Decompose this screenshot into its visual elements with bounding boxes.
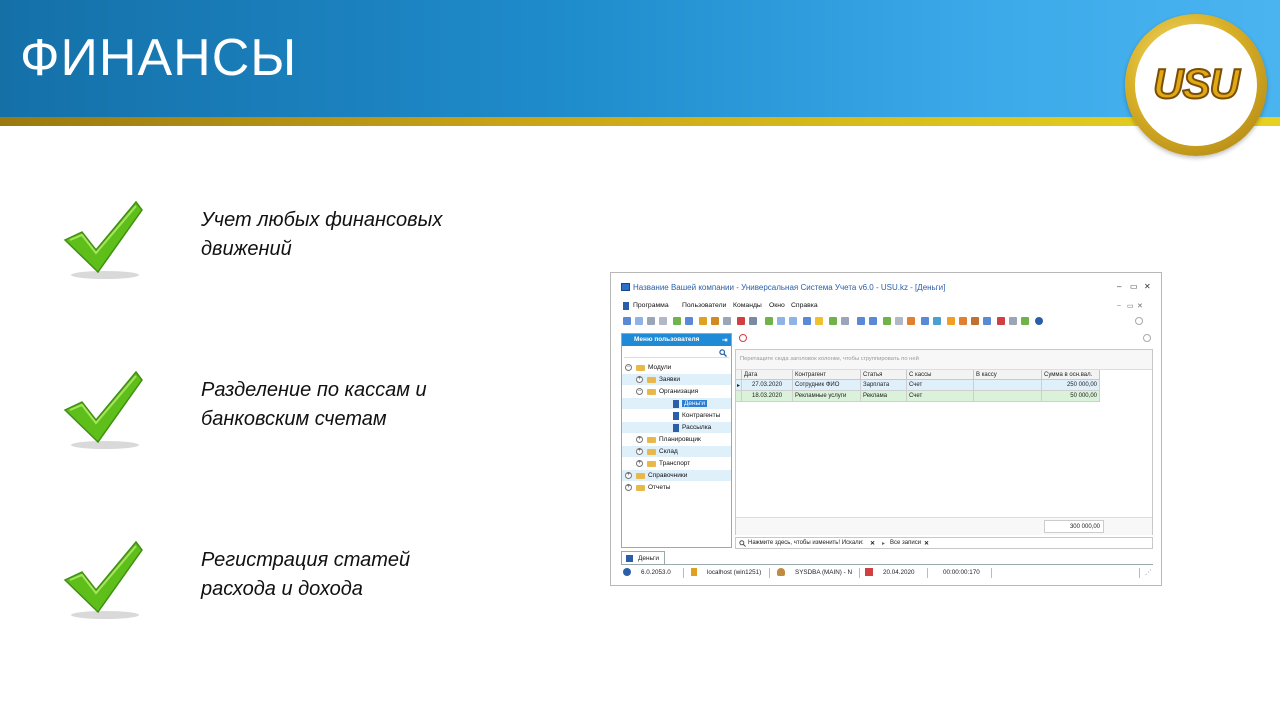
user-icon (777, 568, 785, 576)
logo-inner (1135, 24, 1257, 146)
tree-item[interactable] (622, 458, 731, 469)
folder-icon (636, 365, 645, 371)
toolbar-button-icon[interactable] (737, 317, 745, 325)
search-icon[interactable] (719, 349, 727, 357)
status-divider (927, 568, 928, 578)
toolbar-button-icon[interactable] (685, 317, 693, 325)
document-icon (673, 400, 679, 408)
toolbar-button-icon[interactable] (841, 317, 849, 325)
toolbar-button-icon[interactable] (1021, 317, 1029, 325)
column-header-label: Статья (863, 372, 883, 378)
tree-item-label: Контрагенты (682, 412, 721, 419)
folder-icon (636, 485, 645, 491)
bullet-text (201, 546, 531, 604)
toolbar-overflow-icon[interactable] (1135, 317, 1143, 325)
tree-item[interactable] (622, 398, 731, 409)
menu-help[interactable]: Справка (791, 302, 818, 309)
header-stripe (0, 117, 1280, 126)
document-icon (673, 412, 679, 420)
toolbar-button-icon[interactable] (947, 317, 955, 325)
app-window (610, 272, 1162, 586)
bullet-line-1: Учет любых финансовых (201, 209, 443, 231)
status-divider (859, 568, 860, 578)
table-cell[interactable] (1042, 380, 1100, 391)
table-cell-value: Счет (909, 393, 923, 399)
table-cell[interactable] (974, 380, 1042, 391)
bullet-text (201, 376, 531, 434)
toolbar-button-icon[interactable] (895, 317, 903, 325)
window-title: Название Вашей компании - Универсальная Система Учета v6.0 - USU.kz - [Деньги] (633, 283, 946, 292)
folder-icon (647, 461, 656, 467)
toolbar-button-icon[interactable] (997, 317, 1005, 325)
tab-money-label: Деньги (638, 555, 659, 562)
check-icon (60, 538, 150, 623)
date-text: 20.04.2020 (883, 569, 915, 576)
slide-title: ФИНАНСЫ (20, 29, 298, 87)
toolbar-button-icon[interactable] (1009, 317, 1017, 325)
toolbar-button-icon[interactable] (815, 317, 823, 325)
folder-icon (647, 389, 656, 395)
toolbar-button-icon[interactable] (623, 317, 631, 325)
total-sum (1044, 520, 1104, 533)
cancel-icon[interactable] (739, 334, 747, 342)
menu-search-field[interactable] (624, 348, 729, 358)
all-records-clear-icon[interactable]: ✕ (924, 541, 930, 547)
grid-toolbar-overflow-icon[interactable] (1143, 334, 1151, 342)
folder-icon (636, 473, 645, 479)
column-header[interactable] (907, 370, 974, 380)
toolbar-button-icon[interactable] (647, 317, 655, 325)
total-sum-value: 300 000,00 (1069, 524, 1100, 530)
column-header[interactable] (793, 370, 861, 380)
folder-icon (647, 437, 656, 443)
toolbar-button-icon[interactable] (959, 317, 967, 325)
expand-icon[interactable]: + (637, 436, 642, 442)
tree-item[interactable] (622, 386, 731, 397)
bullet-line-2: расхода и дохода (201, 578, 363, 600)
user-text: SYSDBA (MAIN) - N (795, 569, 853, 576)
status-divider (991, 568, 992, 578)
info-icon[interactable] (1035, 317, 1043, 325)
check-icon (60, 368, 150, 453)
menu-program[interactable]: Программа (633, 302, 669, 309)
current-row-icon: ▸ (737, 383, 741, 389)
toolbar-button-icon[interactable] (983, 317, 991, 325)
tree-item[interactable] (622, 362, 731, 373)
column-header-label: Контрагент (795, 372, 827, 378)
toolbar-button-icon[interactable] (635, 317, 643, 325)
column-header-label: Дата (744, 372, 758, 378)
group-by-panel[interactable] (736, 350, 1152, 370)
column-header-label: С кассы (909, 372, 932, 378)
tree-item-label: Отчеты (648, 484, 671, 491)
table-cell-value: Зарплата (863, 382, 890, 388)
table-cell[interactable] (742, 380, 793, 391)
table-cell-value: 250 000,00 (1066, 382, 1097, 388)
tree-item-label: Модули (648, 364, 672, 371)
version-text: 6.0.2053.0 (641, 569, 671, 576)
tree-item[interactable] (622, 482, 731, 493)
close-button[interactable]: ✕ (1144, 282, 1151, 291)
tree-item-label: Организация (659, 388, 699, 395)
table-cell[interactable] (861, 391, 907, 402)
bullet-line-2: движений (201, 238, 292, 260)
filter-clear-icon[interactable]: ✕ (870, 541, 876, 547)
document-icon (673, 424, 679, 432)
menu-bar (621, 301, 1151, 312)
filter-bar[interactable] (735, 537, 1153, 549)
expand-icon[interactable]: + (626, 484, 631, 490)
tree-item-label: Деньги (684, 400, 705, 407)
toolbar-button-icon[interactable] (883, 317, 891, 325)
all-records-label[interactable]: Все записи (890, 540, 922, 546)
toolbar-button-icon[interactable] (971, 317, 979, 325)
info-status-icon (623, 568, 631, 576)
tree-item[interactable] (622, 410, 731, 421)
column-header[interactable] (1042, 370, 1100, 380)
calendar-icon (865, 568, 873, 576)
tab-money[interactable] (621, 551, 665, 564)
user-menu-panel (621, 333, 732, 548)
table-cell-value: 27.03.2020 (752, 382, 783, 388)
tree-item-label: Транспорт (659, 460, 691, 467)
logo-text: USU (1153, 60, 1239, 107)
toolbar-button-icon[interactable] (921, 317, 929, 325)
table-cell-value: 18.03.2020 (752, 393, 783, 399)
status-divider (1139, 568, 1140, 578)
tree-item-label: Заявки (659, 376, 680, 383)
minimize-button[interactable]: – (1117, 282, 1122, 291)
bullet-line-2: банковским счетам (201, 408, 387, 430)
arrow-right-icon: ▸ (882, 541, 886, 547)
server-text: localhost (win1251) (707, 569, 762, 576)
table-cell[interactable] (793, 380, 861, 391)
title-bar (611, 273, 1161, 299)
table-cell[interactable] (861, 380, 907, 391)
tree-item-label: Склад (659, 448, 678, 455)
column-header[interactable] (861, 370, 907, 380)
menu-commands[interactable]: Команды (733, 302, 762, 309)
table-cell[interactable] (1042, 391, 1100, 402)
user-menu-title: Меню пользователя (634, 336, 700, 343)
database-icon (691, 568, 697, 576)
table-cell-value: 50 000,00 (1070, 393, 1097, 399)
toolbar-button-icon[interactable] (777, 317, 785, 325)
status-bar (621, 567, 1153, 579)
table-cell[interactable] (907, 391, 974, 402)
tree-item-label: Справочники (648, 472, 688, 479)
tree-item[interactable] (622, 422, 731, 433)
grid-toolbar (735, 333, 1153, 345)
filter-hint[interactable]: Нажмите здесь, чтобы изменить! Искали: (748, 540, 864, 546)
table-cell-value: Реклама (863, 393, 888, 399)
filter-search-icon (739, 540, 746, 547)
mdi-minimize-button[interactable]: – (1117, 302, 1121, 309)
folder-icon (647, 449, 656, 455)
toolbar-button-icon[interactable] (907, 317, 915, 325)
bullet-3 (0, 538, 560, 628)
tab-doc-icon (626, 555, 633, 562)
table-cell[interactable] (907, 380, 974, 391)
usu-logo (1125, 14, 1267, 156)
tree-item[interactable] (622, 470, 731, 481)
toolbar-button-icon[interactable] (789, 317, 797, 325)
toolbar-button-icon[interactable] (869, 317, 877, 325)
money-grid (735, 349, 1153, 535)
toolbar-button-icon[interactable] (765, 317, 773, 325)
tree-item[interactable] (622, 434, 731, 445)
folder-icon (647, 377, 656, 383)
mdi-restore-button[interactable]: ▭ (1127, 303, 1134, 310)
toolbar-button-icon[interactable] (803, 317, 811, 325)
column-header-label: В кассу (976, 372, 997, 378)
bullet-line-1: Разделение по кассам и (201, 379, 427, 401)
check-icon (60, 198, 150, 283)
bullet-line-1: Регистрация статей (201, 549, 411, 571)
table-cell-value: Рекламные услуги (795, 393, 847, 399)
expand-icon[interactable]: + (626, 472, 631, 478)
table-cell[interactable] (742, 391, 793, 402)
column-header[interactable] (742, 370, 793, 380)
tree-item-label: Планировщик (659, 436, 701, 443)
tree-item-label: Рассылка (682, 424, 712, 431)
expand-icon[interactable]: + (637, 376, 642, 382)
tree-item[interactable] (622, 374, 731, 385)
expand-icon[interactable]: + (637, 460, 642, 466)
toolbar-button-icon[interactable] (933, 317, 941, 325)
menu-users[interactable]: Пользователи (682, 302, 727, 309)
timer-text: 00:00:00:170 (943, 569, 980, 576)
bullet-text (201, 206, 531, 264)
group-by-hint: Перетащите сюда заголовок колонки, чтобы сгруппировать по ней (740, 356, 919, 362)
toolbar-button-icon[interactable] (829, 317, 837, 325)
resize-grip-icon[interactable]: ⋰ (1145, 569, 1152, 576)
pin-icon[interactable]: ⇥ (722, 337, 728, 344)
status-divider (769, 568, 770, 578)
user-menu-header (622, 334, 731, 346)
app-icon (621, 283, 630, 291)
main-toolbar (623, 316, 1143, 328)
bullet-1 (0, 198, 560, 288)
expand-icon[interactable]: + (637, 448, 642, 454)
table-cell[interactable] (793, 391, 861, 402)
toolbar-button-icon[interactable] (749, 317, 757, 325)
bullet-2 (0, 368, 560, 458)
menu-icon (623, 302, 629, 310)
toolbar-button-icon[interactable] (723, 317, 731, 325)
toolbar-button-icon[interactable] (659, 317, 667, 325)
tab-divider (621, 564, 1153, 565)
collapse-icon[interactable]: − (626, 364, 631, 370)
mdi-close-button[interactable]: ✕ (1137, 303, 1143, 310)
toolbar-button-icon[interactable] (711, 317, 719, 325)
table-cell[interactable] (974, 391, 1042, 402)
table-cell-value: Сотрудник ФИО (795, 382, 840, 388)
column-header-label: Сумма в осн.вал. (1044, 372, 1093, 378)
toolbar-button-icon[interactable] (673, 317, 681, 325)
toolbar-button-icon[interactable] (857, 317, 865, 325)
toolbar-button-icon[interactable] (699, 317, 707, 325)
column-header[interactable] (974, 370, 1042, 380)
tree-item[interactable] (622, 446, 731, 457)
table-cell-value: Счет (909, 382, 923, 388)
status-divider (683, 568, 684, 578)
collapse-icon[interactable]: − (637, 388, 642, 394)
menu-window[interactable]: Окно (769, 302, 785, 309)
maximize-button[interactable]: ▭ (1130, 282, 1138, 291)
